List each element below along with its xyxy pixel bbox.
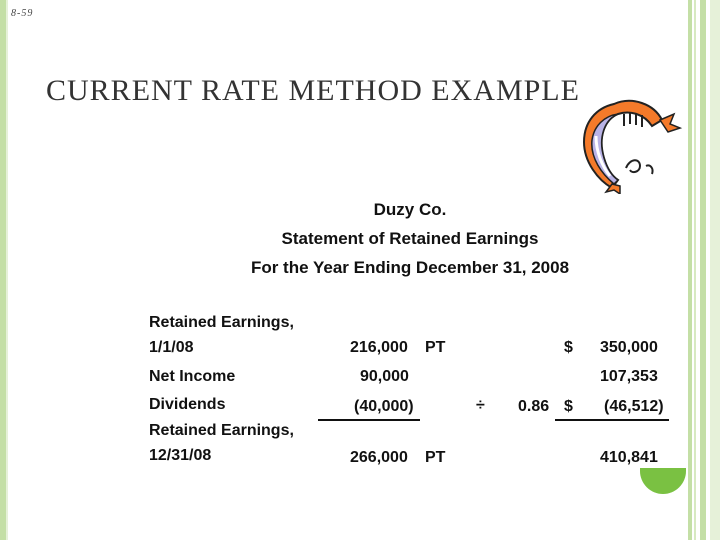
frame-right-border xyxy=(688,0,720,540)
translated-amount: 107,353 xyxy=(600,368,658,385)
divide-operator: ÷ xyxy=(476,397,485,414)
row-label: 1/1/08 xyxy=(149,339,194,356)
row-label: Dividends xyxy=(149,396,226,413)
slide-number: 8-59 xyxy=(11,8,34,19)
frame-bar xyxy=(688,0,692,540)
row-label: Retained Earnings, xyxy=(149,422,294,439)
slide-title: CURRENT RATE METHOD EXAMPLE xyxy=(46,74,580,107)
row-amount: 90,000 xyxy=(360,368,409,385)
translated-amount: (46,512) xyxy=(604,398,664,415)
row-label: Net Income xyxy=(149,368,236,385)
rate-note: PT xyxy=(425,339,446,356)
row-label: 12/31/08 xyxy=(149,447,212,464)
frame-bar xyxy=(694,0,696,540)
frame-bar xyxy=(700,0,706,540)
statement-company: Duzy Co. xyxy=(373,200,447,219)
rate-note: PT xyxy=(425,449,446,466)
currency-symbol: $ xyxy=(564,398,573,415)
cartoon-banana-icon xyxy=(574,96,686,194)
subtotal-rule xyxy=(555,419,669,421)
translated-amount: 410,841 xyxy=(600,449,658,466)
frame-left-inner-border xyxy=(6,0,8,540)
row-label: Retained Earnings, xyxy=(149,314,294,331)
exchange-rate: 0.86 xyxy=(518,398,550,415)
statement-period: For the Year Ending December 31, 2008 xyxy=(250,258,570,277)
frame-bar xyxy=(710,0,720,540)
statement-name: Statement of Retained Earnings xyxy=(281,229,539,248)
row-amount: 266,000 xyxy=(350,449,408,466)
decorative-green-circle xyxy=(640,468,686,494)
subtotal-rule xyxy=(318,419,420,421)
row-amount: (40,000) xyxy=(354,398,414,415)
translated-amount: 350,000 xyxy=(600,339,658,356)
currency-symbol: $ xyxy=(564,339,573,356)
row-amount: 216,000 xyxy=(350,339,408,356)
